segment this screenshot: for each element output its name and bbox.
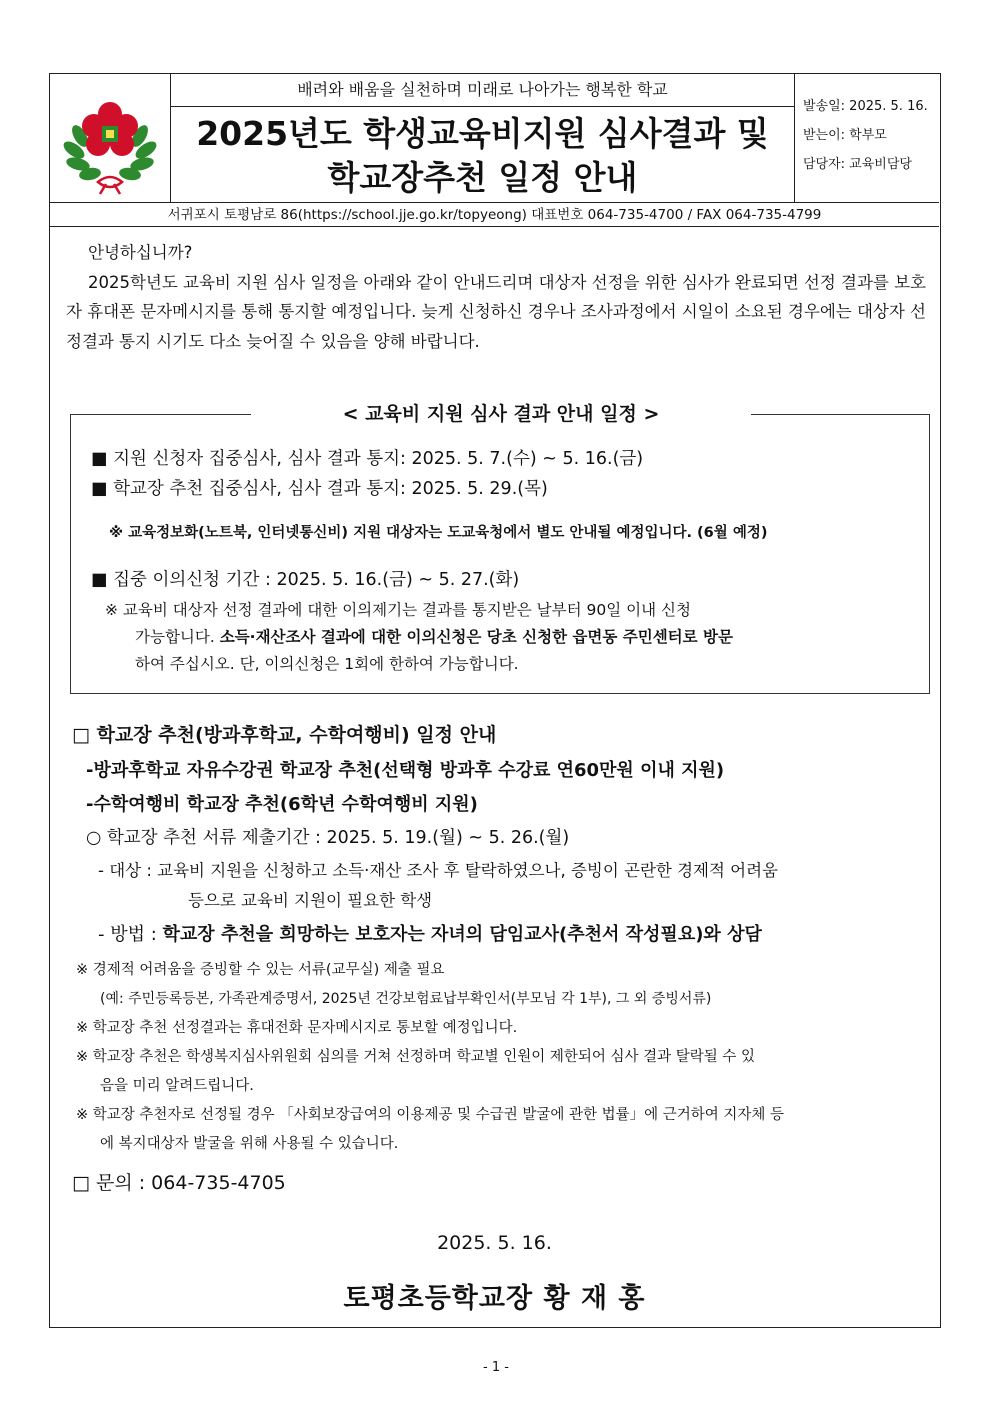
signer: 토평초등학교장 황 재 홍 (343, 1283, 646, 1314)
school-slogan: 배려와 배움을 실천하며 미래로 나아가는 행복한 학교 (171, 74, 794, 107)
method-text: 학교장 추천을 희망하는 보호자는 자녀의 담임교사(추천서 작성필요)와 상담 (162, 924, 762, 945)
schedule-box (70, 403, 930, 694)
school-address: 서귀포시 토평남로 86(https://school.jje.go.kr/topyeong) 대표번호 064-735-4700 / FAX 064-735-4799 (50, 204, 939, 227)
objection-line-b: 가능합니다. 소득·재산조사 결과에 대한 이의신청은 당초 신청한 읍면동 주민센터로 방문 (135, 628, 733, 646)
note-2: ※ 학교장 추천 선정결과는 휴대전화 문자메시지로 통보할 예정입니다. (76, 1020, 518, 1036)
method-label: - 방법 : (98, 924, 163, 945)
title-line-2: 학교장추천 일정 안내 (327, 158, 638, 197)
intro-paragraph (66, 238, 926, 356)
objection-note (105, 597, 925, 678)
target-text-b: 등으로 교육비 지원이 필요한 학생 (188, 891, 433, 910)
contact-info: □ 문의 : 064-735-4705 (72, 1172, 286, 1194)
letter-date: 2025. 5. 16. (437, 1232, 552, 1254)
objection-bold: 소득·재산조사 결과에 대한 이의신청은 당초 신청한 읍면동 주민센터로 방문 (219, 628, 733, 646)
objection-line-a: ※ 교육비 대상자 선정 결과에 대한 이의제기는 결과를 통지받은 날부터 90일 이내 신청 (105, 601, 691, 619)
recipient: 받는이: 학부모 (803, 128, 887, 143)
method-description (98, 920, 938, 950)
title-line-1: 2025년도 학생교육비지원 심사결과 및 (196, 114, 769, 153)
note-1-example: (예: 주민등록등본, 가족관계증명서, 2025년 건강보험료납부확인서(부모님 각 1부), 그 외 증빙서류) (100, 991, 712, 1007)
recommend-sub-1: -방과후학교 자유수강권 학교장 추천(선택형 방과후 수강료 연60만원 이내 지원) (86, 760, 725, 781)
schedule-item-1: ■ 지원 신청자 집중심사, 심사 결과 통지: 2025. 5. 7.(수) ~ 5. 16.(금) (91, 449, 644, 469)
note-4-b: 에 복지대상자 발굴을 위해 사용될 수 있습니다. (100, 1136, 399, 1152)
manager: 담당자: 교육비담당 (803, 157, 912, 172)
submission-period: ○ 학교장 추천 서류 제출기간 : 2025. 5. 19.(월) ~ 5. 26.(월) (86, 828, 570, 848)
note-3-a: ※ 학교장 추천은 학생복지심사위원회 심의를 거쳐 선정하며 학교별 인원이 제한되어 심사 결과 탈락될 수 있 (76, 1049, 755, 1065)
greeting: 안녕하십니까? (88, 243, 193, 262)
note-3-b: 음을 미리 알려드립니다. (100, 1078, 254, 1094)
schedule-item-2: ■ 학교장 추천 집중심사, 심사 결과 통지: 2025. 5. 29.(목) (91, 479, 548, 499)
recommend-sub-2: -수학여행비 학교장 추천(6학년 수학여행비 지원) (86, 794, 478, 815)
school-emblem (50, 74, 171, 202)
note-4-a: ※ 학교장 추천자로 선정될 경우 「사회보장급여의 이용제공 및 수급권 발굴에 관한 법률」에 근거하여 지자체 등 (76, 1107, 784, 1123)
intro-text: 2025학년도 교육비 지원 심사 일정을 아래와 같이 안내드리며 대상자 선정을 위한 심사가 완료되면 선정 결과를 보호자 휴대폰 문자메시지를 통해 통지할 예정입니다. 늦게 신청하신 경우나 조사과정에서 시일이 소요된 경우에는 대상자 선정결과 통지 시기도 다소 늦어질 수 있음을 양해 바랍니다. (66, 272, 926, 351)
target-text-a: 교육비 지원을 신청하고 소득·재산 조사 후 탈락하였으나, 증빙이 곤란한 경제적 어려움 (157, 861, 778, 880)
reference-notes (76, 956, 936, 1159)
recommend-heading: □ 학교장 추천(방과후학교, 수학여행비) 일정 안내 (72, 724, 497, 746)
document-meta (794, 74, 939, 202)
issue-date: 발송일: 2025. 5. 16. (803, 99, 928, 114)
schedule-title: < 교육비 지원 심사 결과 안내 일정 > (251, 397, 751, 431)
schedule-item-3: ■ 집중 이의신청 기간 : 2025. 5. 16.(금) ~ 5. 27.(화) (91, 570, 520, 590)
info-notice: ※ 교육정보화(노트북, 인터넷통신비) 지원 대상자는 도교육청에서 별도 안내될 예정입니다. (6월 예정) (109, 525, 768, 541)
document-frame (49, 73, 941, 1328)
letterhead (50, 74, 939, 203)
note-1: ※ 경제적 어려움을 증빙할 수 있는 서류(교무실) 제출 필요 (76, 962, 445, 978)
target-label: - 대상 : (98, 861, 158, 880)
target-description (98, 856, 938, 916)
objection-line-c: 하여 주십시오. 단, 이의신청은 1회에 한하여 가능합니다. (135, 655, 519, 673)
page-number: - 1 - (483, 1360, 509, 1375)
page-title (171, 108, 794, 202)
